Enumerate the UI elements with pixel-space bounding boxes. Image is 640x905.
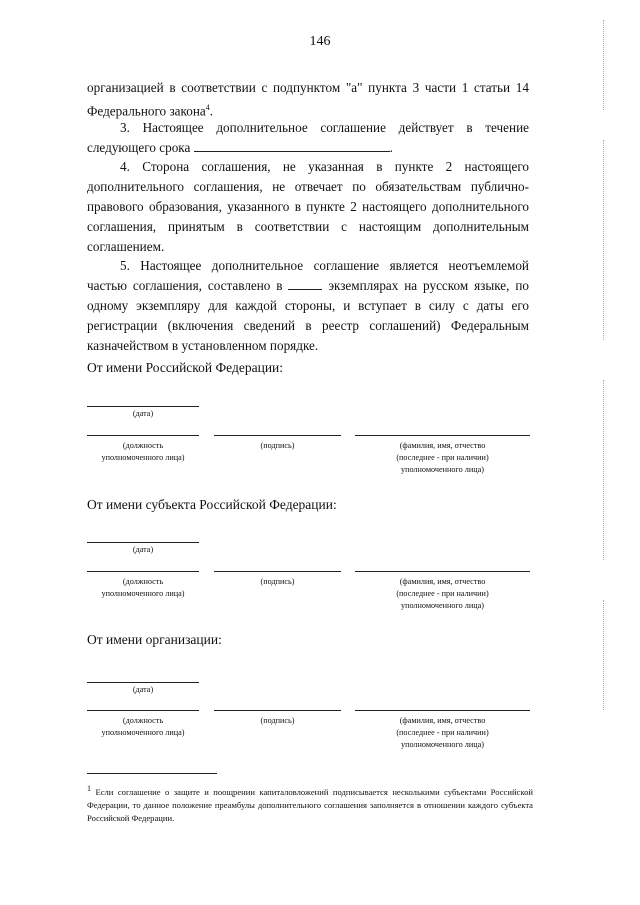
copies-blank[interactable] xyxy=(288,277,322,290)
position-label-rf xyxy=(72,440,214,464)
scan-edge-mark xyxy=(603,140,604,340)
paragraph-1-end: . xyxy=(209,103,214,119)
signature-line-organization[interactable] xyxy=(214,710,341,711)
scan-edge-mark xyxy=(603,600,604,710)
name-label-rf xyxy=(355,440,530,476)
position-label-organization-2: уполномоченного лица) xyxy=(101,728,185,737)
position-label-subject xyxy=(72,576,214,600)
footnote-separator xyxy=(87,773,217,774)
name-label-organization-3: уполномоченного лица) xyxy=(400,740,485,749)
position-line-rf[interactable] xyxy=(87,435,199,436)
signature-label-subject: (подпись) xyxy=(260,577,295,586)
position-line-organization[interactable] xyxy=(87,710,199,711)
date-label-subject: (дата) xyxy=(132,545,154,554)
name-line-rf[interactable] xyxy=(355,435,530,436)
name-label-rf-2: (последнее - при наличии) xyxy=(396,453,489,462)
term-blank[interactable] xyxy=(194,139,390,152)
name-line-subject[interactable] xyxy=(355,571,530,572)
position-line-subject[interactable] xyxy=(87,571,199,572)
signature-label-rf: (подпись) xyxy=(260,441,295,450)
signature-heading-organization: От имени организации: xyxy=(87,632,222,647)
name-label-rf-1: (фамилия, имя, отчество xyxy=(399,441,486,450)
date-line-subject[interactable] xyxy=(87,542,199,543)
signature-heading-subject: От имени субъекта Российской Федерации: xyxy=(87,497,337,512)
position-label-subject-1: (должность xyxy=(122,577,164,586)
paragraph-2-text: 3. Настоящее дополнительное соглашение действует в течение следующего срока xyxy=(87,120,529,155)
position-label-rf-2: уполномоченного лица) xyxy=(101,453,185,462)
footnote xyxy=(87,782,533,825)
paragraph-4 xyxy=(87,256,529,356)
scan-edge-mark xyxy=(603,20,604,110)
name-label-subject-1: (фамилия, имя, отчество xyxy=(399,577,486,586)
scan-edge-mark xyxy=(603,380,604,560)
paragraph-1-text: организацией в соответствии с подпунктом "а" пункта 3 части 1 статьи 14 Федерального закона xyxy=(87,80,529,119)
paragraph-4-text-b: экземплярах на русском языке, по одному экземпляру для каждой стороны, и вступает в силу с даты его регистрации (включения сведений в реестр соглашений) Федеральным казначейством в установленном порядке. xyxy=(87,278,529,353)
name-label-organization-1: (фамилия, имя, отчество xyxy=(399,716,486,725)
date-line-rf[interactable] xyxy=(87,406,199,407)
name-label-organization xyxy=(355,715,530,751)
signature-line-rf[interactable] xyxy=(214,435,341,436)
paragraph-2 xyxy=(87,118,529,158)
name-label-subject xyxy=(355,576,530,612)
footnote-text: Если соглашение о защите и поощрении капиталовложений подписывается несколькими субъектами Российской Федерации, то данное положение преамбулы дополнительного соглашения заполняется в отношении каждого субъекта Российской Федерации. xyxy=(87,786,534,823)
paragraph-3: 4. Сторона соглашения, не указанная в пункте 2 настоящего дополнительного соглашения, не отвечает по обязательствам публично-правового образования, указанного в пункте 2 настоящего дополнительного соглашения, принятым в соответствии с настоящим дополнительным соглашением. xyxy=(87,159,529,254)
name-label-rf-3: уполномоченного лица) xyxy=(400,465,485,474)
position-label-organization-1: (должность xyxy=(122,716,164,725)
name-label-subject-2: (последнее - при наличии) xyxy=(396,589,489,598)
footnote-marker: 1 xyxy=(87,784,91,793)
name-label-subject-3: уполномоченного лица) xyxy=(400,601,485,610)
date-label-rf: (дата) xyxy=(132,409,154,418)
paragraph-1 xyxy=(87,78,529,121)
signature-label-organization: (подпись) xyxy=(260,716,295,725)
paragraph-4-text-a: 5. Настоящее дополнительное соглашение является неотъемлемой частью соглашения, составлено в xyxy=(87,258,529,293)
name-label-organization-2: (последнее - при наличии) xyxy=(396,728,489,737)
signature-heading-rf: От имени Российской Федерации: xyxy=(87,360,284,375)
date-label-organization: (дата) xyxy=(132,685,154,694)
paragraph-2-end: . xyxy=(389,140,393,155)
position-label-rf-1: (должность xyxy=(122,441,164,450)
page-number: 146 xyxy=(309,34,331,49)
position-label-organization xyxy=(72,715,214,739)
signature-line-subject[interactable] xyxy=(214,571,341,572)
date-line-organization[interactable] xyxy=(87,682,199,683)
position-label-subject-2: уполномоченного лица) xyxy=(101,589,185,598)
footnote-ref-4: 4 xyxy=(205,103,210,112)
name-line-organization[interactable] xyxy=(355,710,530,711)
